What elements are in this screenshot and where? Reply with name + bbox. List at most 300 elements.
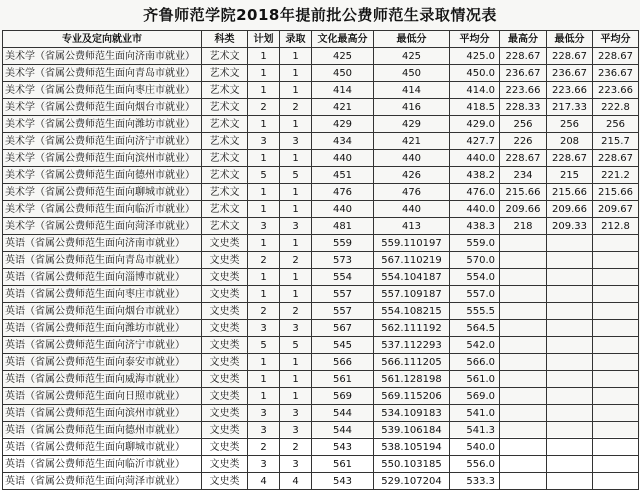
max-culture-score-cell: 557 [312, 303, 374, 320]
avg-score-cell: 555.5 [450, 303, 500, 320]
table-row [3, 235, 639, 252]
major-cell: 英语（省属公费师范生面向淄博市就业） [3, 269, 202, 286]
min-score-cell: 529.107204 [374, 473, 450, 490]
min-score-cell: 426 [374, 167, 450, 184]
major-cell: 美术学（省属公费师范生面向枣庄市就业） [3, 82, 202, 99]
max-score-cell [500, 388, 547, 405]
min-score-cell: 562.111192 [374, 320, 450, 337]
avg-score-cell: 541.0 [450, 405, 500, 422]
max-score-cell: 228.67 [500, 48, 547, 65]
avg-score-cell: 414.0 [450, 82, 500, 99]
major-cell: 美术学（省属公费师范生面向济宁市就业） [3, 133, 202, 150]
max-score-cell [500, 337, 547, 354]
avg-pro-score-cell: 228.67 [593, 48, 639, 65]
max-culture-score-cell: 544 [312, 405, 374, 422]
header-cell: 计划 [248, 31, 280, 48]
min-pro-score-cell [547, 286, 593, 303]
min-score-cell: 425 [374, 48, 450, 65]
min-pro-score-cell [547, 422, 593, 439]
max-culture-score-cell: 561 [312, 456, 374, 473]
table-row [3, 65, 639, 82]
table-row [3, 82, 639, 99]
plan-cell: 1 [248, 82, 280, 99]
major-cell: 美术学（省属公费师范生面向青岛市就业） [3, 65, 202, 82]
avg-score-cell: 557.0 [450, 286, 500, 303]
admitted-cell: 2 [280, 439, 312, 456]
table-row [3, 303, 639, 320]
max-culture-score-cell: 543 [312, 439, 374, 456]
admitted-cell: 3 [280, 218, 312, 235]
header-cell: 最低分 [374, 31, 450, 48]
avg-pro-score-cell [593, 422, 639, 439]
avg-score-cell: 427.7 [450, 133, 500, 150]
major-cell: 美术学（省属公费师范生面向烟台市就业） [3, 99, 202, 116]
header-cell: 最高分 [500, 31, 547, 48]
avg-score-cell: 438.3 [450, 218, 500, 235]
admitted-cell: 5 [280, 337, 312, 354]
category-cell: 文史类 [202, 286, 248, 303]
major-cell: 美术学（省属公费师范生面向德州市就业） [3, 167, 202, 184]
category-cell: 文史类 [202, 354, 248, 371]
max-score-cell [500, 235, 547, 252]
max-culture-score-cell: 561 [312, 371, 374, 388]
table-row [3, 252, 639, 269]
min-score-cell: 538.105194 [374, 439, 450, 456]
header-cell: 平均分 [450, 31, 500, 48]
major-cell: 英语（省属公费师范生面向威海市就业） [3, 371, 202, 388]
max-culture-score-cell: 554 [312, 269, 374, 286]
avg-pro-score-cell: 222.8 [593, 99, 639, 116]
plan-cell: 3 [248, 133, 280, 150]
max-culture-score-cell: 566 [312, 354, 374, 371]
table-row [3, 286, 639, 303]
min-pro-score-cell: 217.33 [547, 99, 593, 116]
plan-cell: 2 [248, 439, 280, 456]
category-cell: 艺术文 [202, 150, 248, 167]
admitted-cell: 2 [280, 99, 312, 116]
avg-pro-score-cell: 256 [593, 116, 639, 133]
avg-score-cell: 559.0 [450, 235, 500, 252]
plan-cell: 2 [248, 99, 280, 116]
major-cell: 英语（省属公费师范生面向德州市就业） [3, 422, 202, 439]
min-pro-score-cell: 228.67 [547, 48, 593, 65]
table-row [3, 48, 639, 65]
max-culture-score-cell: 434 [312, 133, 374, 150]
major-cell: 英语（省属公费师范生面向临沂市就业） [3, 456, 202, 473]
max-score-cell: 215.66 [500, 184, 547, 201]
min-score-cell: 539.106184 [374, 422, 450, 439]
admitted-cell: 5 [280, 167, 312, 184]
avg-score-cell: 418.5 [450, 99, 500, 116]
table-row [3, 388, 639, 405]
avg-pro-score-cell [593, 235, 639, 252]
avg-score-cell: 564.5 [450, 320, 500, 337]
min-score-cell: 569.115206 [374, 388, 450, 405]
admitted-cell: 1 [280, 116, 312, 133]
avg-score-cell: 556.0 [450, 456, 500, 473]
admitted-cell: 1 [280, 201, 312, 218]
admitted-cell: 1 [280, 269, 312, 286]
min-score-cell: 567.110219 [374, 252, 450, 269]
table-row [3, 201, 639, 218]
avg-pro-score-cell [593, 405, 639, 422]
category-cell: 文史类 [202, 303, 248, 320]
avg-pro-score-cell [593, 456, 639, 473]
category-cell: 艺术文 [202, 116, 248, 133]
min-pro-score-cell [547, 405, 593, 422]
table-row [3, 269, 639, 286]
avg-pro-score-cell: 209.67 [593, 201, 639, 218]
avg-score-cell: 561.0 [450, 371, 500, 388]
plan-cell: 1 [248, 116, 280, 133]
max-culture-score-cell: 573 [312, 252, 374, 269]
major-cell: 英语（省属公费师范生面向日照市就业） [3, 388, 202, 405]
min-pro-score-cell: 223.66 [547, 82, 593, 99]
avg-score-cell: 554.0 [450, 269, 500, 286]
min-score-cell: 559.110197 [374, 235, 450, 252]
max-score-cell [500, 371, 547, 388]
major-cell: 美术学（省属公费师范生面向济南市就业） [3, 48, 202, 65]
category-cell: 文史类 [202, 235, 248, 252]
min-score-cell: 476 [374, 184, 450, 201]
category-cell: 文史类 [202, 456, 248, 473]
max-score-cell [500, 473, 547, 490]
plan-cell: 5 [248, 167, 280, 184]
max-score-cell [500, 422, 547, 439]
avg-score-cell: 541.3 [450, 422, 500, 439]
major-cell: 英语（省属公费师范生面向烟台市就业） [3, 303, 202, 320]
min-pro-score-cell: 209.33 [547, 218, 593, 235]
plan-cell: 3 [248, 218, 280, 235]
max-score-cell [500, 354, 547, 371]
avg-pro-score-cell [593, 388, 639, 405]
min-score-cell: 450 [374, 65, 450, 82]
min-score-cell: 421 [374, 133, 450, 150]
min-score-cell: 416 [374, 99, 450, 116]
table-row [3, 133, 639, 150]
min-pro-score-cell [547, 439, 593, 456]
max-culture-score-cell: 557 [312, 286, 374, 303]
min-pro-score-cell [547, 473, 593, 490]
category-cell: 文史类 [202, 252, 248, 269]
admitted-cell: 3 [280, 456, 312, 473]
plan-cell: 1 [248, 354, 280, 371]
avg-pro-score-cell [593, 286, 639, 303]
admitted-cell: 1 [280, 48, 312, 65]
min-pro-score-cell: 228.67 [547, 150, 593, 167]
avg-score-cell: 425.0 [450, 48, 500, 65]
category-cell: 艺术文 [202, 99, 248, 116]
header-cell: 最低分 [547, 31, 593, 48]
category-cell: 艺术文 [202, 184, 248, 201]
avg-pro-score-cell [593, 269, 639, 286]
min-pro-score-cell [547, 269, 593, 286]
plan-cell: 3 [248, 320, 280, 337]
header-cell: 科类 [202, 31, 248, 48]
table-row [3, 320, 639, 337]
category-cell: 文史类 [202, 473, 248, 490]
plan-cell: 3 [248, 422, 280, 439]
min-pro-score-cell [547, 235, 593, 252]
min-pro-score-cell [547, 320, 593, 337]
min-score-cell: 537.112293 [374, 337, 450, 354]
min-score-cell: 534.109183 [374, 405, 450, 422]
avg-score-cell: 566.0 [450, 354, 500, 371]
avg-score-cell: 533.3 [450, 473, 500, 490]
avg-pro-score-cell [593, 371, 639, 388]
admitted-cell: 1 [280, 388, 312, 405]
avg-pro-score-cell: 215.7 [593, 133, 639, 150]
max-culture-score-cell: 451 [312, 167, 374, 184]
table-row [3, 371, 639, 388]
admitted-cell: 1 [280, 150, 312, 167]
category-cell: 文史类 [202, 388, 248, 405]
major-cell: 英语（省属公费师范生面向潍坊市就业） [3, 320, 202, 337]
min-pro-score-cell: 256 [547, 116, 593, 133]
min-score-cell: 554.104187 [374, 269, 450, 286]
min-pro-score-cell [547, 354, 593, 371]
admitted-cell: 3 [280, 133, 312, 150]
table-row [3, 354, 639, 371]
max-culture-score-cell: 421 [312, 99, 374, 116]
avg-score-cell: 450.0 [450, 65, 500, 82]
plan-cell: 5 [248, 337, 280, 354]
admitted-cell: 1 [280, 371, 312, 388]
min-pro-score-cell [547, 371, 593, 388]
min-pro-score-cell [547, 456, 593, 473]
avg-pro-score-cell: 228.67 [593, 150, 639, 167]
major-cell: 英语（省属公费师范生面向枣庄市就业） [3, 286, 202, 303]
max-score-cell: 228.67 [500, 150, 547, 167]
page-title: 齐鲁师范学院2018年提前批公费师范生录取情况表 [143, 6, 497, 24]
min-pro-score-cell: 208 [547, 133, 593, 150]
header-cell: 平均分 [593, 31, 639, 48]
major-cell: 美术学（省属公费师范生面向潍坊市就业） [3, 116, 202, 133]
avg-pro-score-cell: 215.66 [593, 184, 639, 201]
min-score-cell: 440 [374, 201, 450, 218]
max-score-cell: 234 [500, 167, 547, 184]
max-culture-score-cell: 481 [312, 218, 374, 235]
major-cell: 美术学（省属公费师范生面向临沂市就业） [3, 201, 202, 218]
table-row [3, 218, 639, 235]
max-culture-score-cell: 440 [312, 201, 374, 218]
min-score-cell: 413 [374, 218, 450, 235]
plan-cell: 3 [248, 456, 280, 473]
table-row [3, 184, 639, 201]
avg-score-cell: 429.0 [450, 116, 500, 133]
max-culture-score-cell: 476 [312, 184, 374, 201]
table-row [3, 116, 639, 133]
major-cell: 美术学（省属公费师范生面向聊城市就业） [3, 184, 202, 201]
admission-table [2, 30, 639, 490]
admitted-cell: 1 [280, 65, 312, 82]
avg-score-cell: 476.0 [450, 184, 500, 201]
avg-pro-score-cell [593, 473, 639, 490]
min-score-cell: 554.108215 [374, 303, 450, 320]
min-pro-score-cell [547, 303, 593, 320]
plan-cell: 1 [248, 388, 280, 405]
avg-pro-score-cell [593, 354, 639, 371]
avg-pro-score-cell: 236.67 [593, 65, 639, 82]
plan-cell: 1 [248, 269, 280, 286]
table-row [3, 473, 639, 490]
table-row [3, 439, 639, 456]
min-pro-score-cell [547, 337, 593, 354]
avg-pro-score-cell [593, 252, 639, 269]
category-cell: 艺术文 [202, 201, 248, 218]
avg-pro-score-cell: 223.66 [593, 82, 639, 99]
avg-score-cell: 438.2 [450, 167, 500, 184]
max-culture-score-cell: 414 [312, 82, 374, 99]
category-cell: 文史类 [202, 422, 248, 439]
max-score-cell: 228.33 [500, 99, 547, 116]
max-score-cell: 256 [500, 116, 547, 133]
avg-score-cell: 540.0 [450, 439, 500, 456]
plan-cell: 3 [248, 405, 280, 422]
category-cell: 艺术文 [202, 82, 248, 99]
table-header-row [3, 31, 639, 48]
min-score-cell: 550.103185 [374, 456, 450, 473]
max-score-cell: 209.66 [500, 201, 547, 218]
min-pro-score-cell: 236.67 [547, 65, 593, 82]
min-score-cell: 566.111205 [374, 354, 450, 371]
header-cell: 专业及定向就业市 [3, 31, 202, 48]
max-score-cell [500, 405, 547, 422]
plan-cell: 2 [248, 303, 280, 320]
header-cell: 文化最高分 [312, 31, 374, 48]
min-pro-score-cell: 215.66 [547, 184, 593, 201]
category-cell: 文史类 [202, 320, 248, 337]
max-culture-score-cell: 429 [312, 116, 374, 133]
admitted-cell: 1 [280, 354, 312, 371]
max-score-cell [500, 252, 547, 269]
max-score-cell [500, 456, 547, 473]
avg-score-cell: 569.0 [450, 388, 500, 405]
admitted-cell: 3 [280, 405, 312, 422]
max-score-cell: 223.66 [500, 82, 547, 99]
table-row [3, 422, 639, 439]
plan-cell: 1 [248, 201, 280, 218]
category-cell: 艺术文 [202, 133, 248, 150]
max-culture-score-cell: 450 [312, 65, 374, 82]
category-cell: 艺术文 [202, 218, 248, 235]
max-culture-score-cell: 543 [312, 473, 374, 490]
plan-cell: 1 [248, 286, 280, 303]
max-culture-score-cell: 440 [312, 150, 374, 167]
avg-pro-score-cell [593, 320, 639, 337]
max-score-cell: 236.67 [500, 65, 547, 82]
table-row [3, 405, 639, 422]
major-cell: 英语（省属公费师范生面向滨州市就业） [3, 405, 202, 422]
max-culture-score-cell: 425 [312, 48, 374, 65]
category-cell: 艺术文 [202, 65, 248, 82]
plan-cell: 4 [248, 473, 280, 490]
table-row [3, 150, 639, 167]
admitted-cell: 3 [280, 422, 312, 439]
plan-cell: 1 [248, 48, 280, 65]
major-cell: 英语（省属公费师范生面向菏泽市就业） [3, 473, 202, 490]
min-score-cell: 561.128198 [374, 371, 450, 388]
max-score-cell [500, 303, 547, 320]
max-score-cell: 226 [500, 133, 547, 150]
avg-pro-score-cell: 212.8 [593, 218, 639, 235]
plan-cell: 1 [248, 184, 280, 201]
max-score-cell [500, 269, 547, 286]
min-score-cell: 429 [374, 116, 450, 133]
table-row [3, 99, 639, 116]
table-body [3, 48, 639, 490]
major-cell: 英语（省属公费师范生面向济宁市就业） [3, 337, 202, 354]
avg-pro-score-cell [593, 439, 639, 456]
major-cell: 英语（省属公费师范生面向聊城市就业） [3, 439, 202, 456]
major-cell: 美术学（省属公费师范生面向滨州市就业） [3, 150, 202, 167]
category-cell: 文史类 [202, 269, 248, 286]
max-score-cell [500, 320, 547, 337]
admitted-cell: 1 [280, 184, 312, 201]
admitted-cell: 3 [280, 320, 312, 337]
min-score-cell: 440 [374, 150, 450, 167]
plan-cell: 1 [248, 150, 280, 167]
admitted-cell: 1 [280, 235, 312, 252]
avg-pro-score-cell [593, 337, 639, 354]
header-cell: 录取 [280, 31, 312, 48]
category-cell: 文史类 [202, 337, 248, 354]
max-culture-score-cell: 545 [312, 337, 374, 354]
plan-cell: 1 [248, 235, 280, 252]
category-cell: 文史类 [202, 371, 248, 388]
avg-score-cell: 440.0 [450, 150, 500, 167]
admitted-cell: 1 [280, 286, 312, 303]
plan-cell: 1 [248, 371, 280, 388]
admitted-cell: 1 [280, 82, 312, 99]
category-cell: 艺术文 [202, 48, 248, 65]
max-culture-score-cell: 567 [312, 320, 374, 337]
category-cell: 文史类 [202, 439, 248, 456]
min-score-cell: 557.109187 [374, 286, 450, 303]
major-cell: 英语（省属公费师范生面向青岛市就业） [3, 252, 202, 269]
table-row [3, 456, 639, 473]
category-cell: 文史类 [202, 405, 248, 422]
max-score-cell [500, 286, 547, 303]
plan-cell: 2 [248, 252, 280, 269]
plan-cell: 1 [248, 65, 280, 82]
admitted-cell: 2 [280, 303, 312, 320]
table-row [3, 337, 639, 354]
avg-score-cell: 440.0 [450, 201, 500, 218]
max-culture-score-cell: 544 [312, 422, 374, 439]
category-cell: 艺术文 [202, 167, 248, 184]
admitted-cell: 2 [280, 252, 312, 269]
max-score-cell: 218 [500, 218, 547, 235]
avg-pro-score-cell: 221.2 [593, 167, 639, 184]
min-score-cell: 414 [374, 82, 450, 99]
min-pro-score-cell: 215 [547, 167, 593, 184]
major-cell: 英语（省属公费师范生面向济南市就业） [3, 235, 202, 252]
major-cell: 美术学（省属公费师范生面向菏泽市就业） [3, 218, 202, 235]
major-cell: 英语（省属公费师范生面向泰安市就业） [3, 354, 202, 371]
avg-score-cell: 570.0 [450, 252, 500, 269]
min-pro-score-cell [547, 252, 593, 269]
avg-score-cell: 542.0 [450, 337, 500, 354]
max-culture-score-cell: 569 [312, 388, 374, 405]
avg-pro-score-cell [593, 303, 639, 320]
max-culture-score-cell: 559 [312, 235, 374, 252]
max-score-cell [500, 439, 547, 456]
min-pro-score-cell [547, 388, 593, 405]
min-pro-score-cell: 209.66 [547, 201, 593, 218]
admitted-cell: 4 [280, 473, 312, 490]
table-row [3, 167, 639, 184]
